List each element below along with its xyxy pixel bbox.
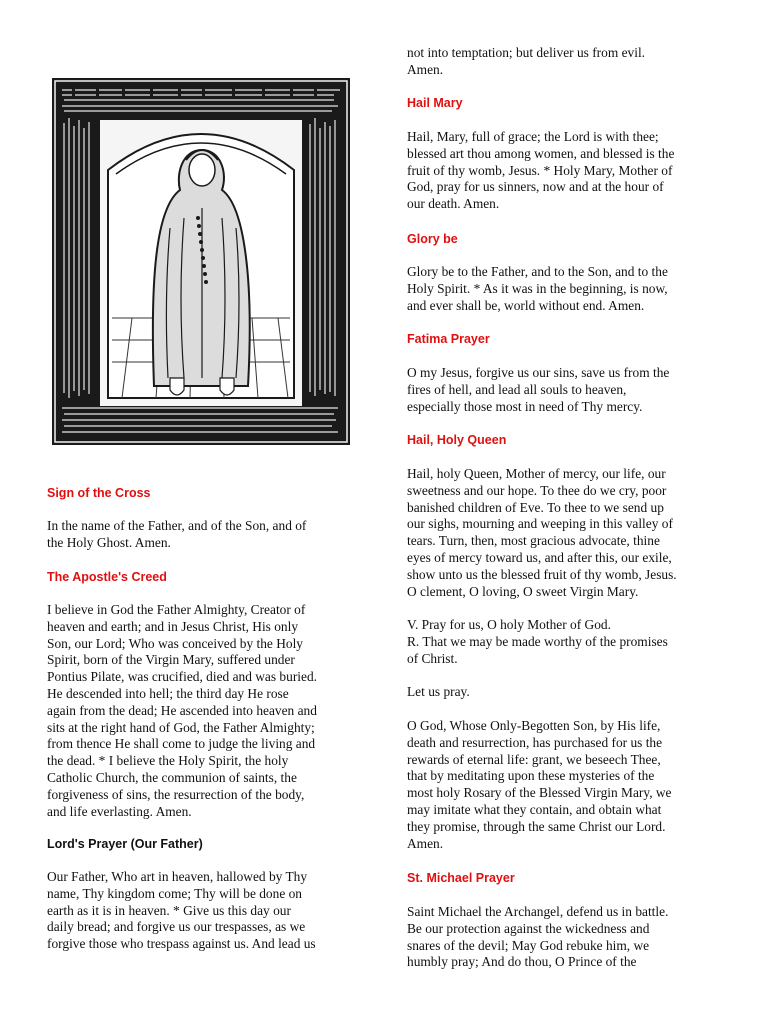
- paragraph-fatima-prayer: [407, 365, 723, 415]
- text-line: He descended into hell; the third day He rose: [47, 685, 289, 701]
- text-line: our death. Amen.: [407, 196, 500, 212]
- text-line: and ever shall be, world without end. Amen.: [407, 297, 645, 313]
- text-line: Catholic Church, the communion of saints, the: [47, 769, 297, 785]
- text-line: O clement, O loving, O sweet Virgin Mary.: [407, 583, 639, 599]
- text-line: banished children of Eve. To thee to we send up: [407, 499, 664, 515]
- text-line: Amen.: [407, 835, 444, 851]
- text-line: Son, our Lord; Who was conceived by the Holy: [47, 635, 303, 651]
- text-line: Spirit, born of the Virgin Mary, suffered under: [47, 652, 295, 668]
- text-line: O God, Whose Only-Begotten Son, by His life,: [407, 718, 661, 733]
- paragraph-sign-of-the-cross: [47, 518, 365, 552]
- text-line: name, Thy kingdom come; Thy will be done on: [47, 885, 303, 901]
- heading-hail-holy-queen: Hail, Holy Queen: [407, 433, 507, 447]
- text-line: humbly pray; And do thou, O Prince of the: [407, 954, 637, 970]
- text-line: the dead. * I believe the Holy Spirit, the holy: [47, 753, 289, 769]
- heading-hail-mary: Hail Mary: [407, 96, 463, 110]
- paragraph-apostles-creed: [47, 602, 365, 820]
- text-line: sweetness and our hope. To thee do we cry, poor: [407, 482, 667, 498]
- paragraph-let-us-pray: [407, 684, 723, 701]
- text-line: the Holy Ghost. Amen.: [47, 534, 171, 550]
- text-line: rewards of eternal life: grant, we beseech Thee,: [407, 751, 661, 767]
- text-line: death and resurrection, has purchased for us the: [407, 734, 663, 750]
- text-line: of Christ.: [407, 650, 458, 666]
- heading-apostles-creed: The Apostle's Creed: [47, 570, 167, 584]
- text-line: R. That we may be made worthy of the promises: [407, 633, 668, 649]
- text-line: they promise, through the same Christ our Lord.: [407, 818, 666, 834]
- text-line: V. Pray for us, O holy Mother of God.: [407, 617, 611, 632]
- woodcut-illustration: [52, 78, 350, 445]
- text-line: Hail, Mary, full of grace; the Lord is with thee;: [407, 129, 659, 144]
- text-line: sits at the right hand of God, the Father Almighty;: [47, 719, 315, 735]
- text-line: most holy Rosary of the Blessed Virgin Mary, we: [407, 785, 672, 801]
- text-line: heaven and earth; and in Jesus Christ, His only: [47, 618, 299, 634]
- text-line: again from the dead; He ascended into heaven and: [47, 702, 317, 718]
- text-line: forgive those who trespass against us. And lead us: [47, 936, 316, 952]
- text-line: eyes of mercy toward us, and after this, our exile,: [407, 549, 672, 565]
- text-line: Hail, holy Queen, Mother of mercy, our life, our: [407, 466, 666, 481]
- text-line: our sighs, mourning and weeping in this valley of: [407, 516, 673, 532]
- text-line: show unto us the blessed fruit of thy womb, Jesus.: [407, 566, 677, 582]
- text-line: I believe in God the Father Almighty, Creator of: [47, 602, 306, 617]
- text-line: not into temptation; but deliver us from evil.: [407, 45, 646, 60]
- text-line: Glory be to the Father, and to the Son, and to the: [407, 264, 668, 279]
- paragraph-hail-holy-queen: [407, 466, 723, 600]
- heading-sign-of-the-cross: Sign of the Cross: [47, 486, 151, 500]
- text-line: earth as it is in heaven. * Give us this day our: [47, 902, 291, 918]
- text-line: blessed art thou among women, and blessed is the: [407, 145, 675, 161]
- text-line: Pontius Pilate, was crucified, died and was buried.: [47, 669, 317, 685]
- text-line: daily bread; and forgive us our trespasses, as we: [47, 919, 306, 935]
- text-line: Be our protection against the wickedness and: [407, 920, 650, 936]
- text-line: Let us pray.: [407, 684, 470, 699]
- heading-glory-be: Glory be: [407, 232, 458, 246]
- text-line: Amen.: [407, 61, 444, 77]
- text-line: O my Jesus, forgive us our sins, save us from the: [407, 365, 670, 380]
- text-line: forgiveness of sins, the resurrection of the body,: [47, 786, 305, 802]
- text-line: God, pray for us sinners, now and at the hour of: [407, 179, 664, 195]
- text-line: may imitate what they contain, and obtain what: [407, 801, 662, 817]
- paragraph-hail-mary: [407, 129, 723, 213]
- paragraph-lords-prayer: [47, 869, 365, 953]
- text-line: tears. Turn, then, most gracious advocate, thine: [407, 533, 660, 549]
- paragraph-oration: [407, 718, 723, 852]
- text-line: and life everlasting. Amen.: [47, 803, 192, 819]
- paragraph-versicle: [407, 617, 723, 667]
- text-line: that by meditating upon these mysteries of the: [407, 768, 655, 784]
- text-line: especially those most in need of Thy mercy.: [407, 398, 643, 414]
- text-line: In the name of the Father, and of the Son, and of: [47, 518, 307, 533]
- heading-lords-prayer: Lord's Prayer (Our Father): [47, 837, 203, 851]
- text-line: fruit of thy womb, Jesus. * Holy Mary, Mother of: [407, 162, 673, 178]
- paragraph-glory-be: [407, 264, 723, 314]
- heading-st-michael-prayer: St. Michael Prayer: [407, 871, 515, 885]
- text-line: snares of the devil; May God rebuke him, we: [407, 937, 650, 953]
- paragraph-lords-prayer-continued: [407, 45, 723, 79]
- text-line: Saint Michael the Archangel, defend us in battle.: [407, 904, 669, 919]
- text-line: from thence He shall come to judge the living and: [47, 736, 316, 752]
- text-line: fires of hell, and lead all souls to heaven,: [407, 381, 627, 397]
- text-line: Our Father, Who art in heaven, hallowed by Thy: [47, 869, 308, 884]
- heading-fatima-prayer: Fatima Prayer: [407, 332, 490, 346]
- paragraph-st-michael-prayer: [407, 904, 723, 971]
- text-line: Holy Spirit. * As it was in the beginning, is now,: [407, 280, 668, 296]
